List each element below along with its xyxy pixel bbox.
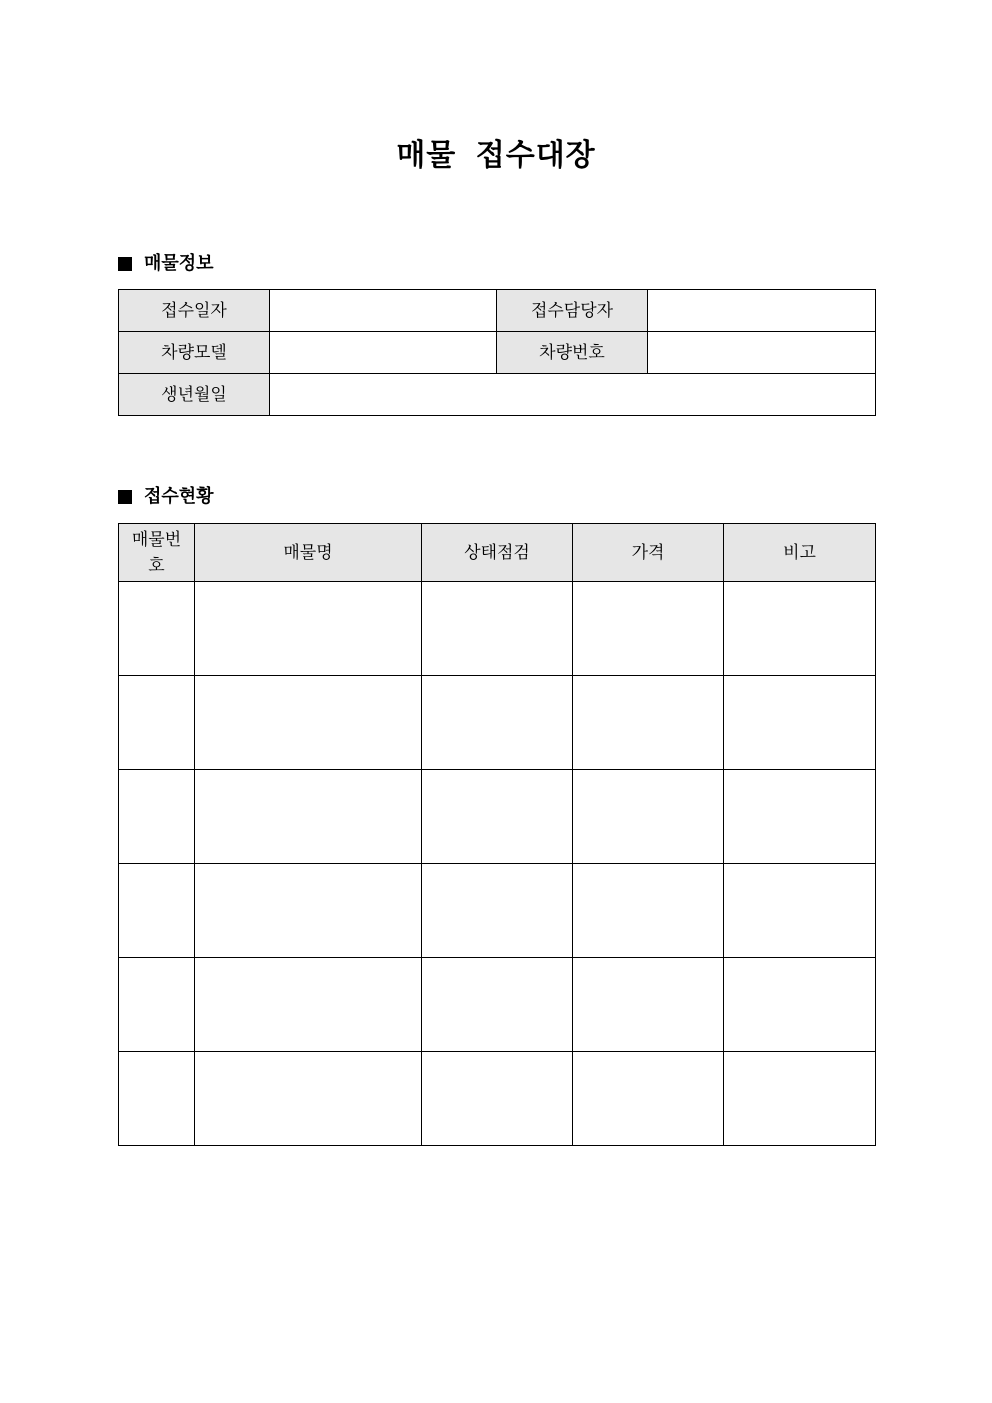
receipt-staff-label: 접수담당자	[497, 290, 648, 332]
table-row	[119, 770, 876, 864]
price-cell[interactable]	[573, 676, 724, 770]
property-number-cell[interactable]	[119, 770, 195, 864]
property-name-cell[interactable]	[195, 864, 422, 958]
vehicle-number-field[interactable]	[648, 332, 876, 374]
remarks-cell[interactable]	[724, 958, 876, 1052]
receipt-status-table	[118, 523, 876, 1146]
column-header-price: 가격	[573, 524, 724, 582]
table-row	[119, 1052, 876, 1146]
remarks-cell[interactable]	[724, 864, 876, 958]
vehicle-model-field[interactable]	[270, 332, 497, 374]
column-header-property-name: 매물명	[195, 524, 422, 582]
receipt-staff-field[interactable]	[648, 290, 876, 332]
black-square-icon	[118, 490, 132, 504]
property-number-cell[interactable]	[119, 676, 195, 770]
price-cell[interactable]	[573, 864, 724, 958]
property-number-cell[interactable]	[119, 582, 195, 676]
property-name-cell[interactable]	[195, 676, 422, 770]
condition-check-cell[interactable]	[422, 770, 573, 864]
property-name-cell[interactable]	[195, 770, 422, 864]
price-cell[interactable]	[573, 1052, 724, 1146]
property-name-cell[interactable]	[195, 1052, 422, 1146]
table-row	[119, 582, 876, 676]
vehicle-number-label: 차량번호	[497, 332, 648, 374]
status-section-heading	[118, 485, 214, 509]
condition-check-cell[interactable]	[422, 1052, 573, 1146]
condition-check-cell[interactable]	[422, 582, 573, 676]
remarks-cell[interactable]	[724, 582, 876, 676]
table-row	[119, 958, 876, 1052]
property-number-cell[interactable]	[119, 864, 195, 958]
receipt-date-label: 접수일자	[119, 290, 270, 332]
remarks-cell[interactable]	[724, 770, 876, 864]
vehicle-model-label: 차량모델	[119, 332, 270, 374]
column-header-property-number	[119, 524, 195, 582]
info-row	[119, 332, 876, 374]
status-section-heading-text: 접수현황	[144, 486, 214, 507]
info-row	[119, 290, 876, 332]
info-section-heading	[118, 252, 214, 276]
property-number-cell[interactable]	[119, 1052, 195, 1146]
price-cell[interactable]	[573, 770, 724, 864]
remarks-cell[interactable]	[724, 1052, 876, 1146]
birth-date-label: 생년월일	[119, 374, 270, 416]
price-cell[interactable]	[573, 958, 724, 1052]
property-name-cell[interactable]	[195, 582, 422, 676]
property-number-cell[interactable]	[119, 958, 195, 1052]
price-cell[interactable]	[573, 582, 724, 676]
black-square-icon	[118, 257, 132, 271]
table-header-row	[119, 524, 876, 582]
column-header-label: 매물번호	[131, 529, 182, 576]
condition-check-cell[interactable]	[422, 864, 573, 958]
column-header-remarks: 비고	[724, 524, 876, 582]
column-header-condition-check: 상태점검	[422, 524, 573, 582]
condition-check-cell[interactable]	[422, 958, 573, 1052]
table-row	[119, 864, 876, 958]
info-section-heading-text: 매물정보	[144, 253, 214, 274]
table-row	[119, 676, 876, 770]
remarks-cell[interactable]	[724, 676, 876, 770]
condition-check-cell[interactable]	[422, 676, 573, 770]
property-name-cell[interactable]	[195, 958, 422, 1052]
page-title: 매물 접수대장	[396, 138, 596, 173]
receipt-date-field[interactable]	[270, 290, 497, 332]
info-row	[119, 374, 876, 416]
property-info-table	[118, 289, 876, 416]
birth-date-field[interactable]	[270, 374, 876, 416]
